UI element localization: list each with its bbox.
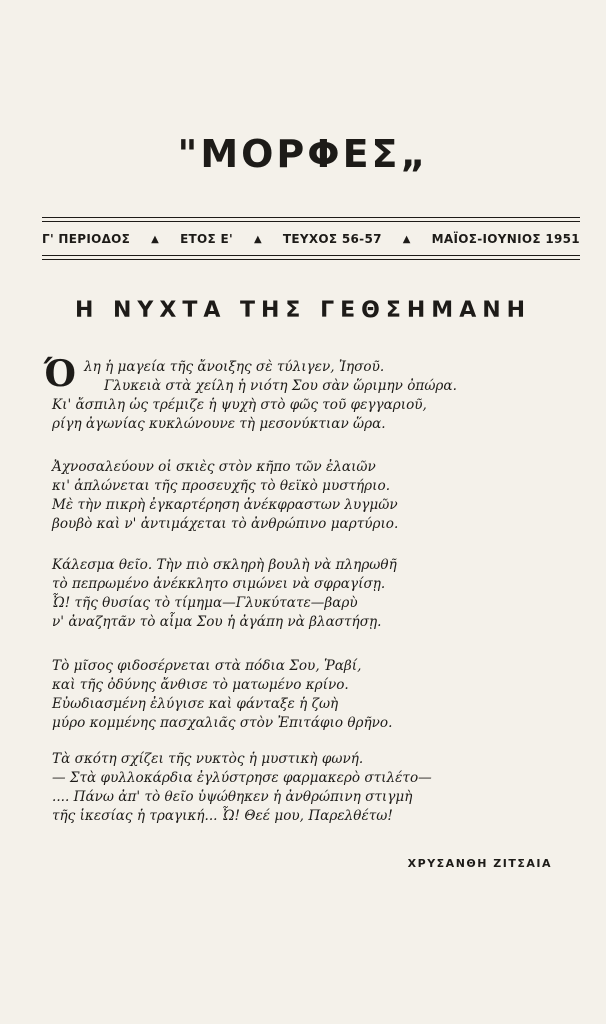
stanza-5 [52, 750, 552, 826]
stanza-2 [52, 458, 552, 534]
poem-line: κι' ἁπλώνεται τῆς προσευχῆς τὸ θεϊκὸ μυστήριο. [52, 478, 391, 494]
poem-line: .... Πάνω ἀπ' τὸ θεῖο ὑψώθηκεν ἡ ἀνθρώπινη στιγμὴ [52, 789, 413, 805]
poem-line: ν' ἀναζητᾶν τὸ αἷμα Σου ἡ ἀγάπη νὰ βλαστήσῃ. [52, 614, 382, 630]
separator-triangle-icon: ▲ [402, 233, 411, 245]
issue-year: ΕΤΟΣ Ε' [180, 232, 233, 246]
poem-line: τὸ πεπρωμένο ἀνέκκλητο σιμώνει νὰ σφραγίσῃ. [52, 576, 386, 592]
poem-line: τῆς ἱκεσίας ἡ τραγική... Ὦ! Θεέ μου, Παρελθέτω! [52, 808, 393, 824]
top-rule-inner [42, 221, 580, 222]
poem-line: μύρο κομμένης πασχαλιᾶς στὸν Ἐπιτάφιο θρῆνο. [52, 715, 393, 731]
top-rule-outer [42, 217, 580, 218]
stanza-4 [52, 657, 552, 733]
poem-line: καὶ τῆς ὀδύνης ἄνθισε τὸ ματωμένο κρίνο. [52, 677, 349, 693]
issue-date: ΜΑΪΟΣ-ΙΟΥΝΙΟΣ 1951 [431, 232, 580, 246]
drop-cap: Ό [44, 353, 76, 395]
poem-line: βουβὸ καὶ ν' ἀντιμάχεται τὸ ἀνθρώπινο μαρτύριο. [52, 516, 399, 532]
stanza-1 [84, 358, 584, 396]
poem-line: Τὰ σκότη σχίζει τῆς νυκτὸς ἡ μυστικὴ φωνή. [52, 751, 364, 767]
poem-line: Τὸ μῖσος φιδοσέρνεται στὰ πόδια Σου, Ῥαβί, [52, 658, 362, 674]
stanza-1-cont [52, 396, 552, 434]
issue-period: Γ' ΠΕΡΙΟΔΟΣ [42, 232, 131, 246]
poem-line: ρίγη ἀγωνίας κυκλώνουνε τὴ μεσονύκτιαν ὥρα. [52, 416, 386, 432]
separator-triangle-icon: ▲ [151, 233, 160, 245]
poem-line: λη ἡ μαγεία τῆς ἄνοιξης σὲ τύλιγεν, Ἰησοῦ. [84, 359, 385, 375]
poem-line: Ἀχνοσαλεύουν οἱ σκιὲς στὸν κῆπο τῶν ἐλαιῶν [52, 459, 376, 475]
magazine-title: "ΜΟΡΦΕΣ„ [177, 132, 429, 176]
poem-line: Ὦ! τῆς θυσίας τὸ τίμημα—Γλυκύτατε—βαρὺ [52, 595, 358, 611]
poem-title: Η ΝΥΧΤΑ ΤΗΣ ΓΕΘΣΗΜΑΝΗ [74, 298, 532, 323]
poem-line: Κάλεσμα θεῖο. Τὴν πιὸ σκληρὴ βουλὴ νὰ πληρωθῆ [52, 557, 397, 573]
stanza-3 [52, 556, 552, 632]
poem-line: Γλυκειὰ στὰ χείλη ἡ νιότη Σου σὰν ὥριμην ὀπώρα. [104, 378, 457, 394]
poem-line: Μὲ τὴν πικρὴ ἐγκαρτέρηση ἀνέκφραστων λυγμῶν [52, 497, 398, 513]
bottom-rule-inner [42, 255, 580, 256]
poem-line: Κι' ἄσπιλη ὡς τρέμιζε ἡ ψυχὴ στὸ φῶς τοῦ φεγγαριοῦ, [52, 397, 427, 413]
poem-line: Εὐωδιασμένη ἐλύγισε καὶ φάνταξε ἡ ζωὴ [52, 696, 339, 712]
issue-number: ΤΕΥΧΟΣ 56-57 [282, 232, 382, 246]
issue-info-bar [42, 232, 580, 246]
poem-author: ΧΡΥΣΑΝΘΗ ΖΙΤΣΑΙΑ [407, 857, 552, 870]
poem-line: — Στὰ φυλλοκάρδια ἐγλύστρησε φαρμακερὸ στιλέτο— [52, 770, 432, 786]
bottom-rule-outer [42, 259, 580, 260]
separator-triangle-icon: ▲ [253, 233, 262, 245]
